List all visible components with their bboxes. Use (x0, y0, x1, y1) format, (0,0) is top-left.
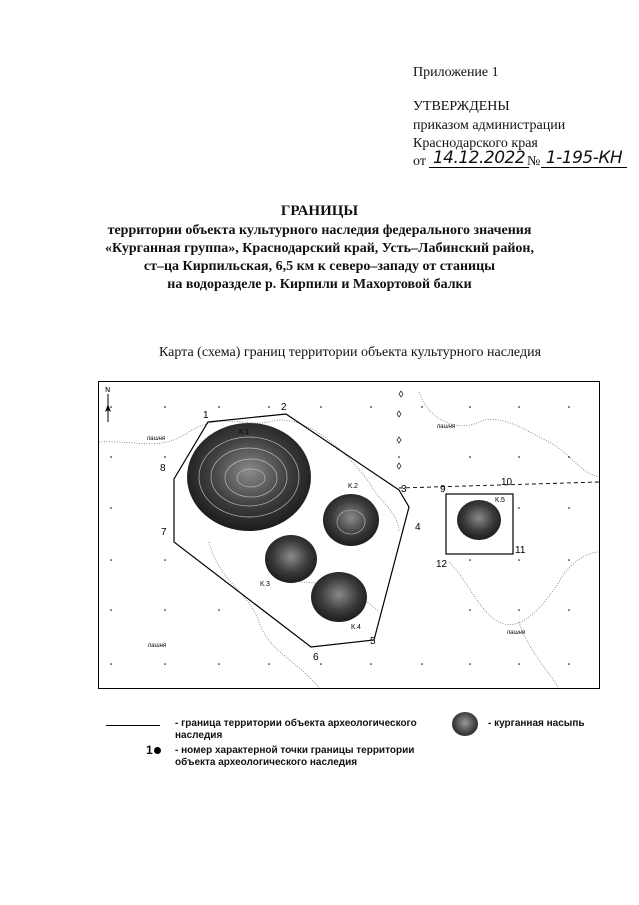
number-prefix: № (527, 154, 541, 169)
dashed-line (399, 482, 599, 488)
approved-label: УТВЕРЖДЕНЫ (413, 99, 510, 114)
doc-title: ГРАНИЦЫ (280, 203, 359, 219)
point-label-5: 5 (370, 636, 376, 647)
point-label-3: 3 (401, 484, 407, 495)
mound-label-k1: К.1 (239, 429, 249, 436)
mound-k4 (311, 572, 367, 622)
point-label-8: 8 (160, 463, 166, 474)
handwritten-number: 1-195-КН (541, 149, 627, 168)
map-drawing (99, 382, 599, 688)
point-label-7: 7 (161, 527, 167, 538)
mound-k5 (457, 500, 501, 540)
boundary-map (98, 381, 600, 689)
order-line-2: Краснодарского края (413, 136, 538, 151)
mound-k1 (187, 423, 311, 531)
diamond-markers (397, 391, 403, 469)
area-label-3: пашня (148, 643, 167, 649)
handwritten-date: 14.12.2022 (429, 149, 529, 168)
title-line-1: территории объекта культурного наследия федерального значения (107, 223, 532, 238)
point-label-6: 6 (313, 652, 319, 663)
order-line-1: приказом администрации (413, 118, 566, 133)
area-label-2: пашня (437, 424, 456, 430)
appendix-label: Приложение 1 (413, 65, 499, 80)
legend-point-text-1: - номер характерной точки границы территории (175, 745, 415, 756)
point-label-9: 9 (440, 484, 446, 495)
legend-point-text-2: объекта археологического наследия (175, 757, 358, 768)
point-label-2: 2 (281, 402, 287, 413)
point-label-1: 1 (203, 410, 209, 421)
point-label-4: 4 (415, 522, 421, 533)
point-label-10: 10 (501, 477, 513, 488)
legend-mound-text: - курганная насыпь (488, 718, 585, 729)
map-caption: Карта (схема) границ территории объекта культурного наследия (158, 345, 542, 360)
point-dot-icon (154, 747, 161, 754)
north-label: N (105, 386, 111, 394)
order-date-line (413, 148, 628, 175)
legend-point-marker (146, 744, 161, 756)
mound-label-k5: К.5 (495, 497, 505, 504)
mound-k2 (323, 494, 379, 546)
legend-mound-icon (452, 712, 478, 736)
title-line-2: «Курганная группа», Краснодарский край, Усть–Лабинский район, (105, 241, 534, 256)
title-line-3: ст–ца Кирпильская, 6,5 км к северо–западу от станицы (143, 259, 496, 274)
title-line-4: на водоразделе р. Кирпили и Махортовой балки (167, 277, 472, 292)
legend-point-number: 1 (146, 743, 153, 757)
mound-k3 (265, 535, 317, 583)
north-arrow-icon (105, 394, 111, 422)
legend-boundary-text-2: наследия (175, 730, 223, 741)
mound-label-k2: К.2 (348, 483, 358, 490)
area-label-4: пашня (507, 630, 526, 636)
legend-boundary-text-1: - граница территории объекта археологического (175, 718, 417, 729)
point-label-12: 12 (436, 559, 448, 570)
legend-boundary-line (106, 725, 160, 726)
mound-label-k4: К.4 (351, 624, 361, 631)
mound-label-k3: К.3 (260, 581, 270, 588)
area-label-1: пашня (147, 436, 166, 442)
point-label-11: 11 (515, 545, 526, 556)
date-prefix: от (413, 154, 426, 169)
